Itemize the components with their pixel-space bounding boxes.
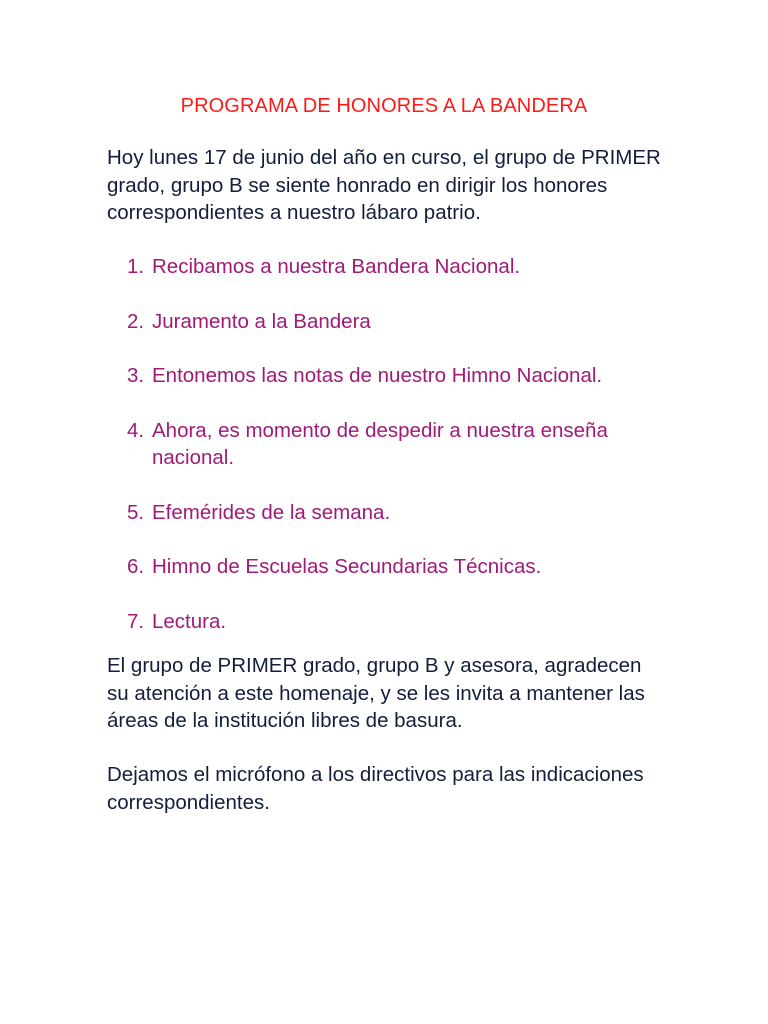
list-item [127, 253, 687, 281]
list-item [127, 417, 687, 472]
list-item-text: Himno de Escuelas Secundarias Técnicas. [152, 555, 542, 578]
list-item-number: 3. [127, 364, 145, 387]
list-item-number: 1. [127, 255, 145, 278]
list-item [127, 499, 687, 527]
list-item [127, 608, 687, 636]
list-item-number: 2. [127, 309, 145, 333]
list-item [127, 553, 687, 581]
list-item [127, 308, 687, 336]
intro-paragraph: Hoy lunes 17 de junio del año en curso, el grupo de PRIMER grado, grupo B se siente honrado en dirigir los honores correspondientes a nuestro lábaro patrio. [107, 146, 661, 224]
list-item-text: Ahora, es momento de despedir a nuestra enseña nacional. [152, 418, 608, 469]
list-item-number: 6. [127, 555, 145, 578]
list-item-text: Entonemos las notas de nuestro Himno Nacional. [152, 364, 603, 387]
list-item [127, 362, 687, 390]
list-item-text: Efemérides de la semana. [152, 500, 391, 524]
list-item-number: 5. [127, 500, 145, 524]
list-item-text: Recibamos a nuestra Bandera Nacional. [152, 255, 521, 278]
closing-paragraph: El grupo de PRIMER grado, grupo B y asesora, agradecen su atención a este homenaje, y se les invita a mantener las áreas de la institución libres de basura. [107, 654, 645, 732]
program-list [127, 253, 687, 662]
list-item-text: Lectura. [152, 609, 227, 633]
list-item-number: 7. [127, 609, 145, 633]
final-paragraph: Dejamos el micrófono a los directivos para las indicaciones correspondientes. [107, 763, 644, 814]
list-item-number: 4. [127, 418, 145, 442]
document-title: PROGRAMA DE HONORES A LA BANDERA [180, 95, 588, 117]
list-item-text: Juramento a la Bandera [152, 309, 371, 333]
